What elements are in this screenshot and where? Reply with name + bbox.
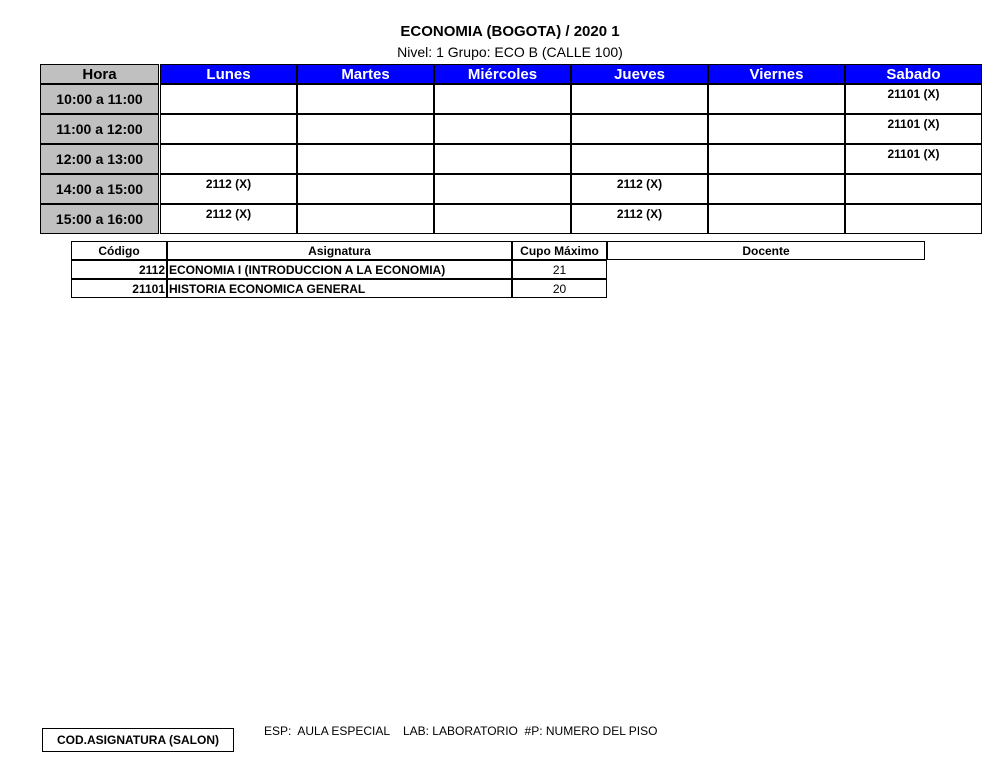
day-header-3: Miércoles: [434, 64, 571, 84]
day-header-5: Viernes: [708, 64, 845, 84]
schedule-slot: [845, 174, 982, 204]
schedule-slot: [571, 114, 708, 144]
page-subtitle: Nivel: 1 Grupo: ECO B (CALLE 100): [397, 44, 623, 60]
schedule-slot: [571, 84, 708, 114]
schedule-slot: [434, 174, 571, 204]
course-subject-cell: ECONOMIA I (INTRODUCCION A LA ECONOMIA): [167, 260, 512, 279]
schedule-slot: [571, 144, 708, 174]
schedule-slot: [708, 144, 845, 174]
schedule-slot: [708, 174, 845, 204]
day-header-2: Martes: [297, 64, 434, 84]
schedule-grid: [40, 64, 981, 234]
hour-column-header: Hora: [40, 64, 159, 84]
day-header-1: Lunes: [160, 64, 297, 84]
course-code-cell: 21101: [71, 279, 167, 298]
slot-course-code: 21101 (X): [887, 87, 940, 101]
schedule-slot: [297, 114, 434, 144]
schedule-slot: [160, 144, 297, 174]
courses-header-code: Código: [71, 241, 167, 260]
schedule-slot: [434, 144, 571, 174]
course-capacity-cell: 21: [512, 260, 607, 279]
schedule-slot: [571, 174, 708, 204]
schedule-slot: [708, 84, 845, 114]
course-capacity-cell: 20: [512, 279, 607, 298]
courses-header-capacity: Cupo Máximo: [512, 241, 607, 260]
day-header-4: Jueves: [571, 64, 708, 84]
schedule-slot: [297, 84, 434, 114]
schedule-slot: [160, 174, 297, 204]
hour-cell: 12:00 a 13:00: [40, 144, 159, 174]
schedule-slot: [160, 114, 297, 144]
schedule-slot: [845, 144, 982, 174]
schedule-slot: [160, 204, 297, 234]
schedule-slot: [708, 204, 845, 234]
schedule-slot: [845, 84, 982, 114]
hour-cell: 10:00 a 11:00: [40, 84, 159, 114]
legend-text: ESP: AULA ESPECIAL LAB: LABORATORIO #P: NUMERO DEL PISO: [264, 724, 658, 738]
schedule-slot: [845, 114, 982, 144]
hour-cell: 15:00 a 16:00: [40, 204, 159, 234]
schedule-slot: [434, 84, 571, 114]
schedule-slot: [845, 204, 982, 234]
schedule-slot: [297, 204, 434, 234]
courses-header-teacher: Docente: [607, 241, 925, 260]
page-title: ECONOMIA (BOGOTA) / 2020 1: [400, 23, 620, 40]
legend-box: COD.ASIGNATURA (SALON): [42, 728, 234, 752]
schedule-slot: [297, 144, 434, 174]
schedule-slot: [297, 174, 434, 204]
courses-header-subject: Asignatura: [167, 241, 512, 260]
schedule-slot: [434, 204, 571, 234]
course-subject-cell: HISTORIA ECONOMICA GENERAL: [167, 279, 512, 298]
schedule-slot: [708, 114, 845, 144]
slot-course-code: 2112 (X): [205, 207, 252, 221]
slot-course-code: 21101 (X): [887, 147, 940, 161]
course-code-cell: 2112: [71, 260, 167, 279]
slot-course-code: 2112 (X): [205, 177, 252, 191]
slot-course-code: 21101 (X): [887, 117, 940, 131]
schedule-slot: [434, 114, 571, 144]
slot-course-code: 2112 (X): [616, 177, 663, 191]
schedule-slot: [160, 84, 297, 114]
schedule-slot: [571, 204, 708, 234]
day-header-6: Sabado: [845, 64, 982, 84]
hour-cell: 14:00 a 15:00: [40, 174, 159, 204]
hour-cell: 11:00 a 12:00: [40, 114, 159, 144]
slot-course-code: 2112 (X): [616, 207, 663, 221]
